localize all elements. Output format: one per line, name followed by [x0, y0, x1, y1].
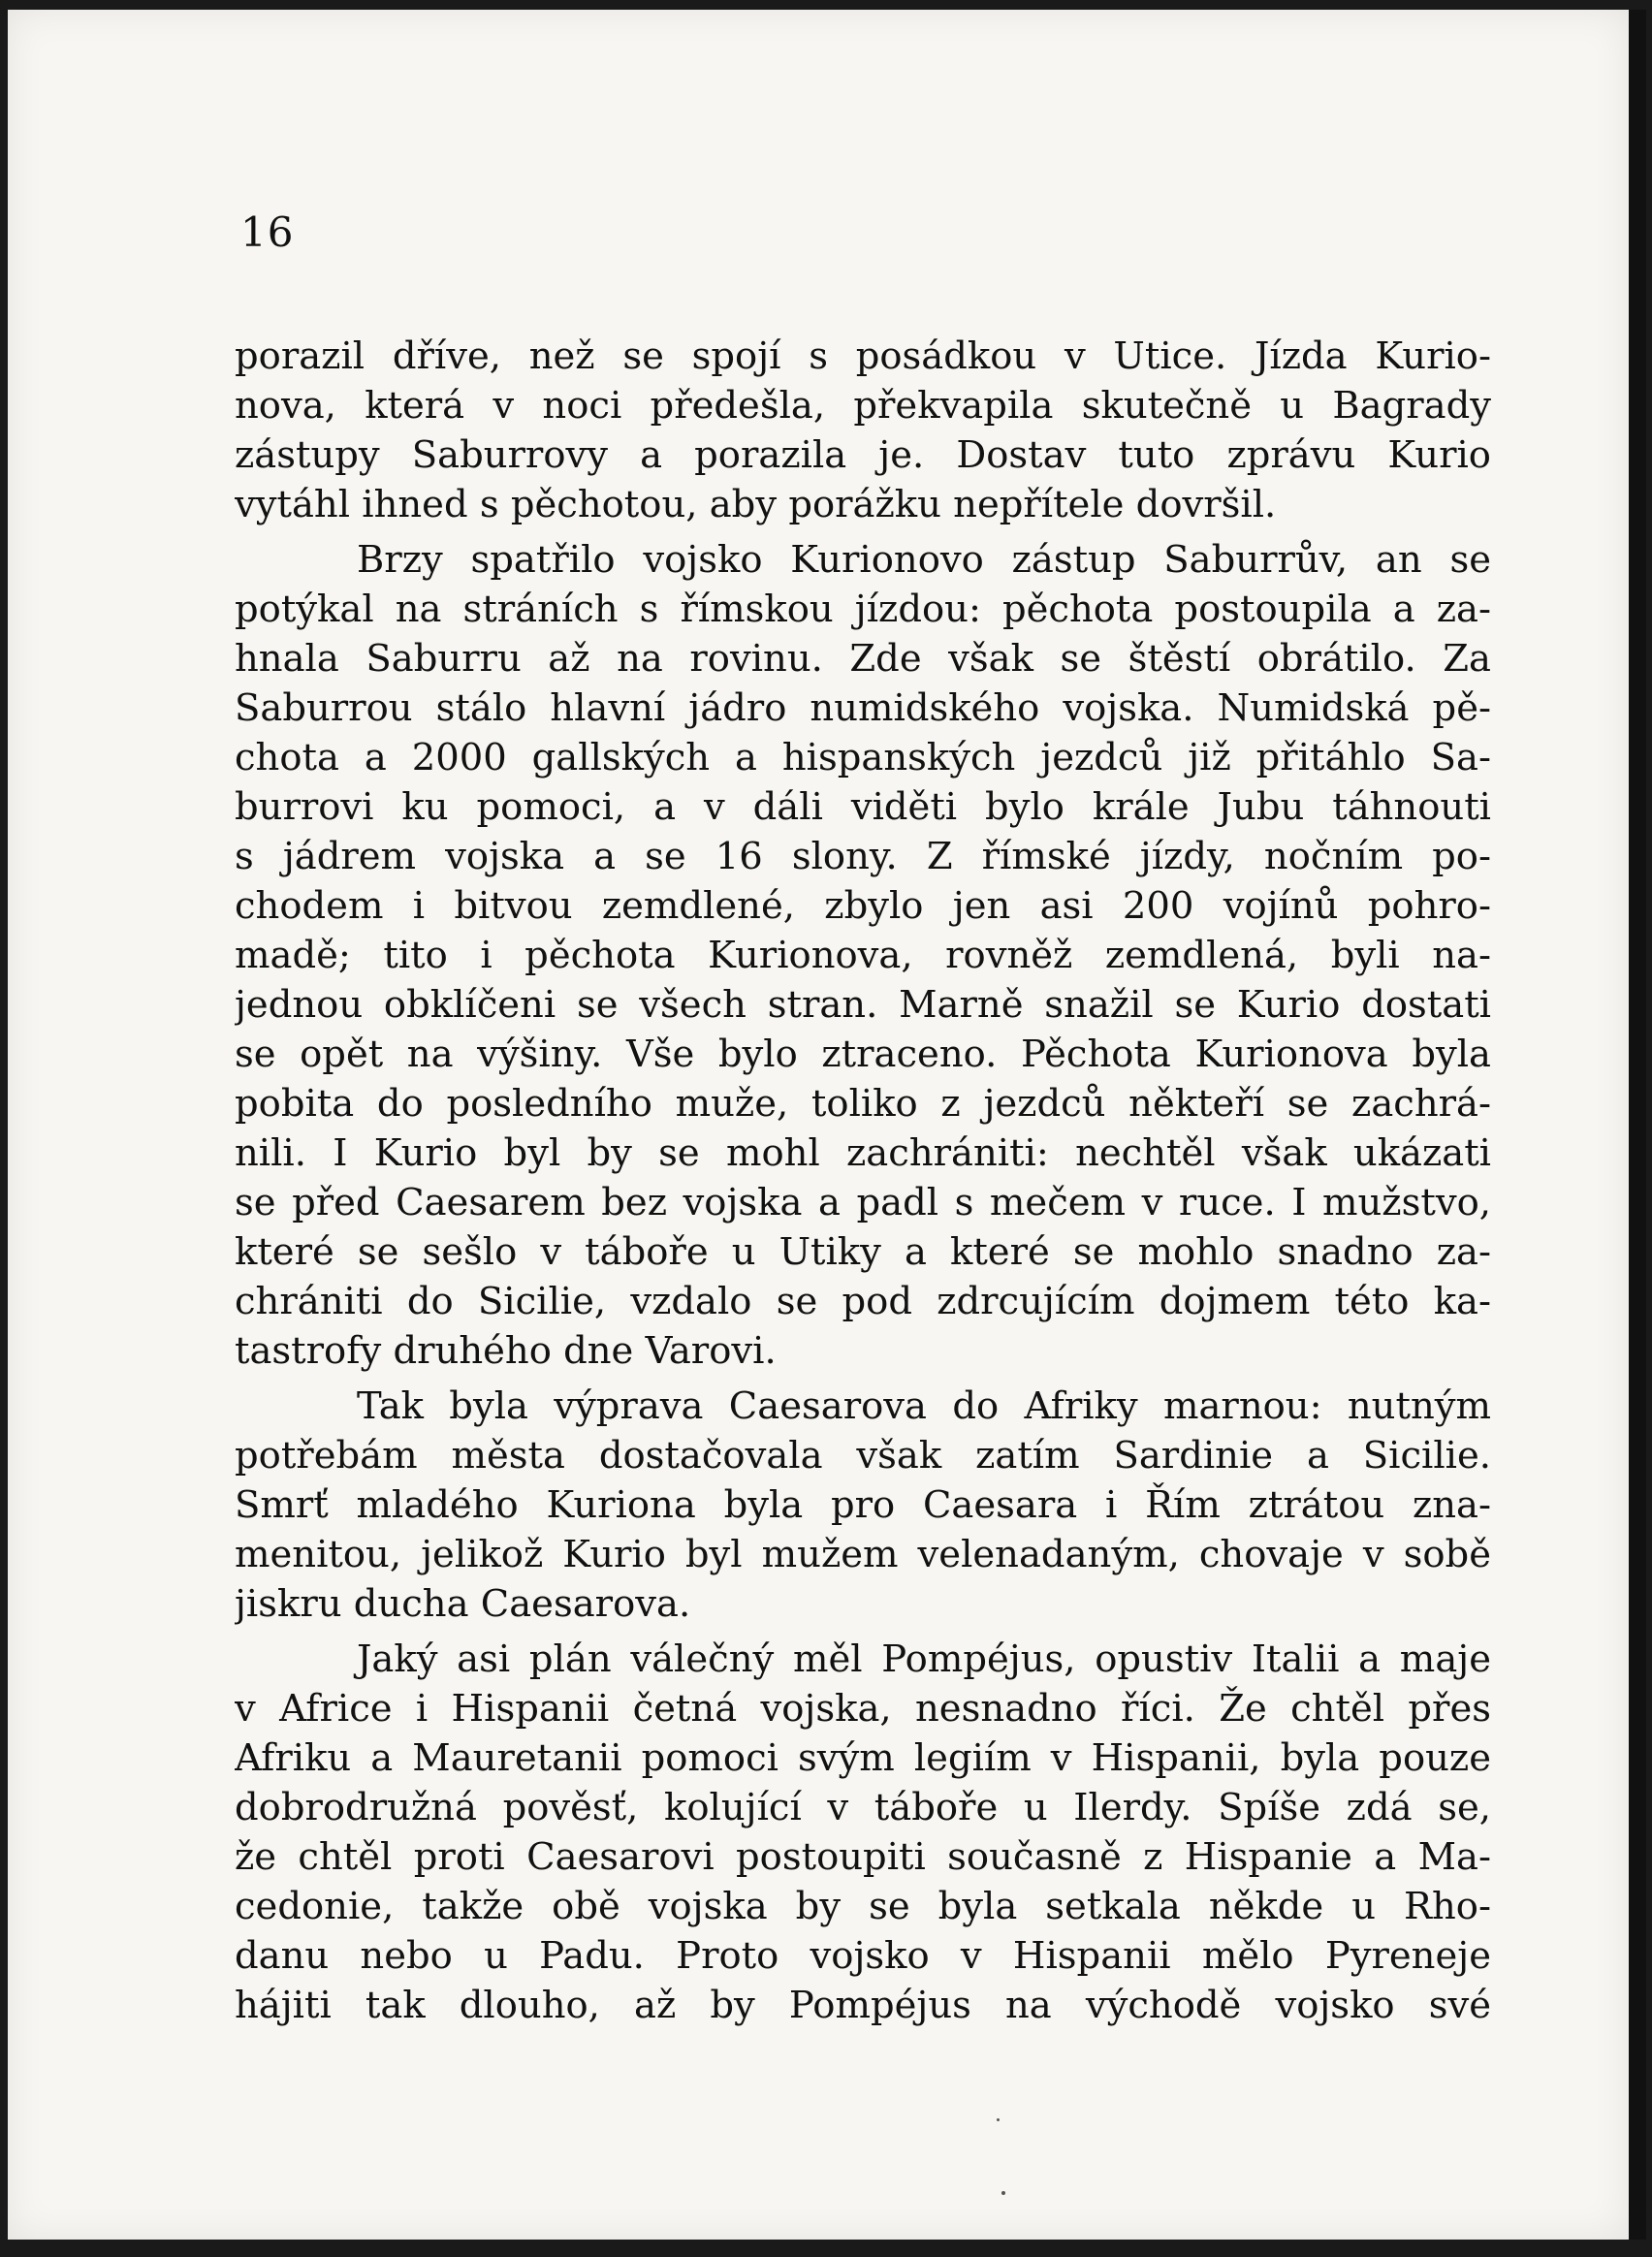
text-line: se před Caesarem bez vojska a padl s mečem v ruce. I mužstvo,: [235, 1181, 1491, 1224]
paragraph: [235, 1635, 1491, 2030]
text-line: pobita do posledního muže, toliko z jezdců někteří se zachrá-: [235, 1082, 1491, 1126]
body-text: [235, 332, 1491, 2036]
text-line: Saburrou stálo hlavní jádro numidského vojska. Numidská pě-: [235, 686, 1491, 730]
text-line: menitou, jelikož Kurio byl mužem velenadaným, chovaje v sobě: [235, 1533, 1491, 1576]
text-line: chota a 2000 gallských a hispanských jezdců již přitáhlo Sa-: [235, 736, 1491, 779]
print-speck: [997, 2118, 1000, 2121]
text-line: potřebám města dostačovala však zatím Sardinie a Sicilie.: [235, 1434, 1491, 1478]
text-line: Jaký asi plán válečný měl Pompéjus, opustiv Italii a maje: [357, 1637, 1491, 1681]
text-line: Tak byla výprava Caesarova do Afriky marnou: nutným: [357, 1384, 1491, 1428]
text-line: burrovi ku pomoci, a v dáli viděti bylo krále Jubu táhnouti: [235, 785, 1491, 829]
page-number: 16: [240, 208, 295, 256]
text-line: potýkal na stráních s římskou jízdou: pěchota postoupila a za-: [235, 588, 1491, 631]
text-line: Afriku a Mauretanii pomoci svým legiím v Hispanii, byla pouze: [235, 1736, 1491, 1780]
text-line: Smrť mladého Kuriona byla pro Caesara i Řím ztrátou zna-: [235, 1483, 1491, 1527]
text-line: cedonie, takže obě vojska by se byla setkala někde u Rho-: [235, 1885, 1491, 1928]
text-line: porazil dříve, než se spojí s posádkou v Utice. Jízda Kurio-: [235, 334, 1491, 378]
print-speck: [1001, 2191, 1005, 2195]
text-line: vytáhl ihned s pěchotou, aby porážku nepřítele dovršil.: [235, 483, 1277, 526]
text-line: tastrofy druhého dne Varovi.: [235, 1329, 777, 1373]
text-line: s jádrem vojska a se 16 slony. Z římské jízdy, nočním po-: [235, 835, 1491, 878]
text-line: že chtěl proti Caesarovi postoupiti současně z Hispanie a Ma-: [235, 1835, 1491, 1879]
text-line: chodem i bitvou zemdlené, zbylo jen asi 200 vojínů pohro-: [235, 884, 1491, 928]
text-line: v Africe i Hispanii četná vojska, nesnadno říci. Že chtěl přes: [235, 1687, 1491, 1731]
text-line: které se sešlo v táboře u Utiky a které se mohlo snadno za-: [235, 1230, 1491, 1274]
paragraph: [235, 1382, 1491, 1629]
text-line: madě; tito i pěchota Kurionova, rovněž zemdlená, byli na-: [235, 934, 1491, 977]
text-line: chrániti do Sicilie, vzdalo se pod zdrcujícím dojmem této ka-: [235, 1280, 1491, 1323]
text-line: hnala Saburru až na rovinu. Zde však se štěstí obrátilo. Za: [235, 637, 1491, 681]
text-line: danu nebo u Padu. Proto vojsko v Hispanii mělo Pyreneje: [235, 1934, 1491, 1978]
text-line: nili. I Kurio byl by se mohl zachrániti: nechtěl však ukázati: [235, 1131, 1491, 1175]
text-line: zástupy Saburrovy a porazila je. Dostav tuto zprávu Kurio: [235, 433, 1491, 477]
text-line: jednou obklíčeni se všech stran. Marně snažil se Kurio dostati: [235, 983, 1491, 1027]
text-line: Brzy spatřilo vojsko Kurionovo zástup Saburrův, an se: [357, 538, 1491, 582]
paragraph: [235, 535, 1491, 1376]
book-page: [8, 10, 1646, 2240]
paragraph: [235, 332, 1491, 529]
text-line: dobrodružná pověsť, kolující v táboře u Ilerdy. Spíše zdá se,: [235, 1786, 1491, 1829]
text-line: hájiti tak dlouho, až by Pompéjus na východě vojsko své: [235, 1984, 1491, 2027]
text-line: jiskru ducha Caesarova.: [235, 1582, 691, 1626]
text-line: nova, která v noci předešla, překvapila skutečně u Bagrady: [235, 384, 1491, 428]
text-line: se opět na výšiny. Vše bylo ztraceno. Pěchota Kurionova byla: [235, 1033, 1491, 1076]
